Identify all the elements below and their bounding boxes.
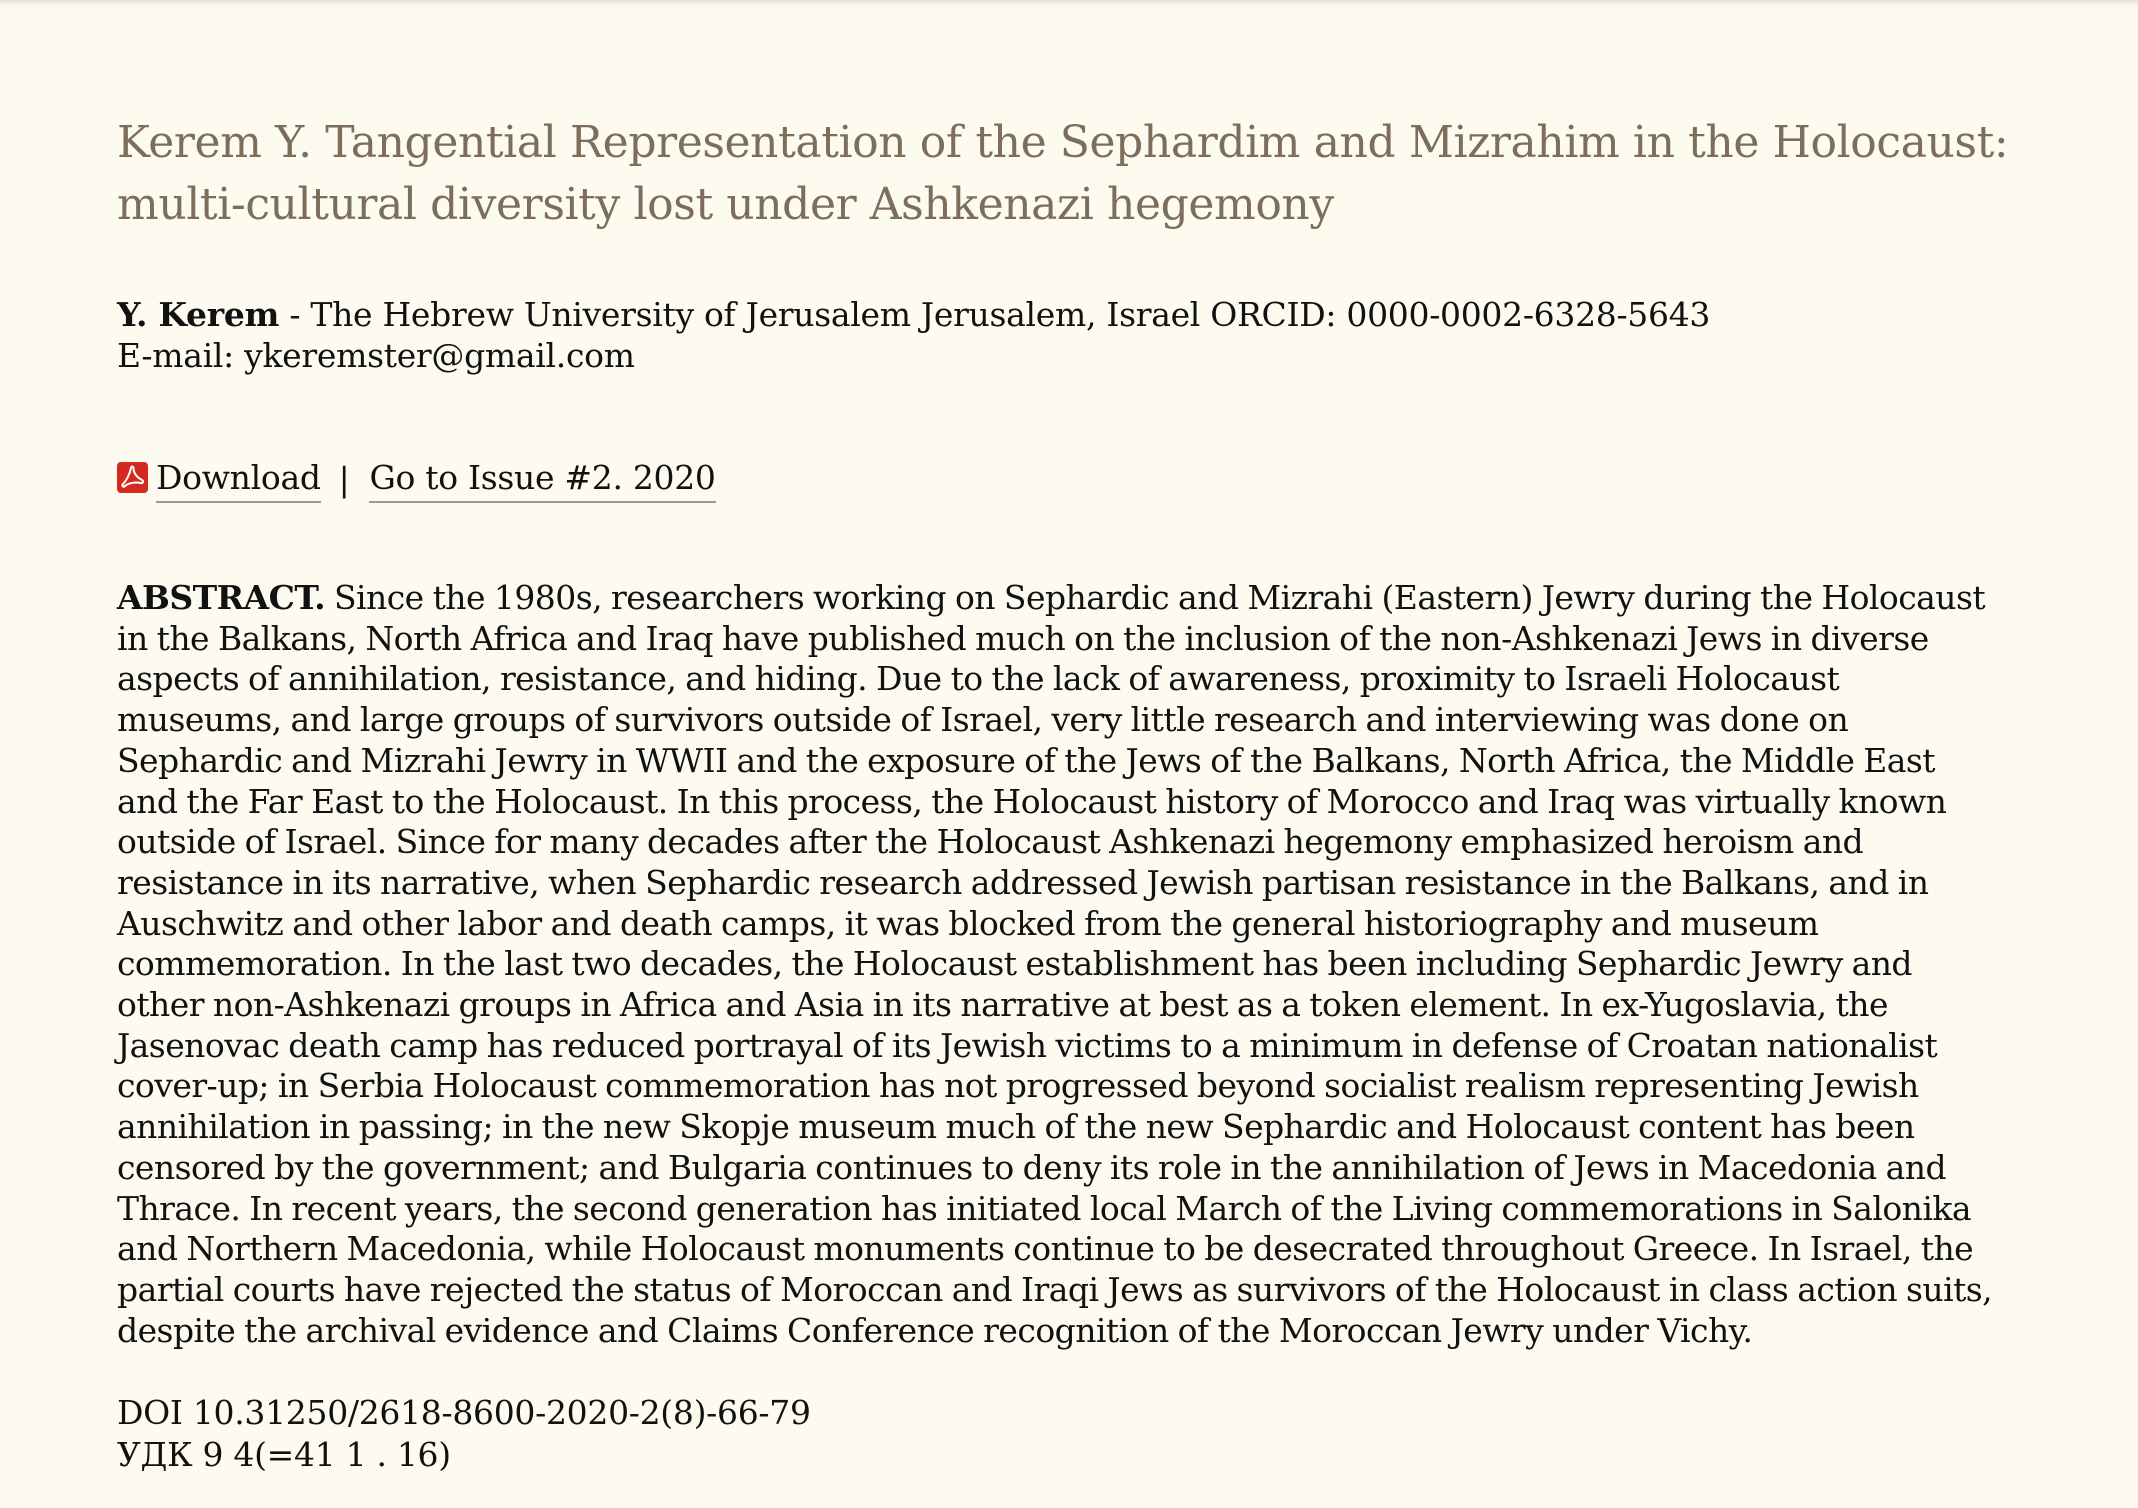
author-name: Y. Kerem xyxy=(117,295,280,334)
pdf-icon[interactable] xyxy=(117,460,148,491)
link-separator: | xyxy=(338,459,350,499)
author-line xyxy=(117,294,2017,335)
article-meta xyxy=(117,1392,811,1476)
author-block xyxy=(117,294,2017,376)
download-link[interactable]: Download xyxy=(156,456,321,503)
go-to-issue-link[interactable]: Go to Issue #2. 2020 xyxy=(369,456,715,503)
author-email: E-mail: ykeremster@gmail.com xyxy=(117,336,635,375)
abstract xyxy=(117,578,1997,1351)
article-links xyxy=(117,456,716,503)
doi: DOI 10.31250/2618-8600-2020-2(8)-66-79 xyxy=(117,1393,811,1432)
udc-code: УДК 9 4(=41 1 . 16) xyxy=(117,1435,451,1474)
author-affiliation: - The Hebrew University of Jerusalem Jerusalem, Israel ORCID: 0000-0002-6328-5643 xyxy=(279,295,1711,334)
top-edge-shadow xyxy=(0,0,2138,6)
article-title: Kerem Y. Tangential Representation of the Sephardim and Mizrahim in the Holocaust: multi-cultural diversity lost under Ashkenazi hegemony xyxy=(117,117,2009,230)
abstract-text: Since the 1980s, researchers working on Sephardic and Mizrahi (Eastern) Jewry during the Holocaust in the Balkans, North Africa and Iraq have published much on the inclusion of the non-Ashkenazi Jews in diverse aspects of annihilation, resistance, and hiding. Due to the lack of awareness, proximity to Israeli Holocaust museums, and large groups of survivors outside of Israel, very little research and interviewing was done on Sephardic and Mizrahi Jewry in WWII and the exposure of the Jews of the Balkans, North Africa, the Middle East and the Far East to the Holocaust. In this process, the Holocaust history of Morocco and Iraq was virtually known outside of Israel. Since for many decades after the Holocaust Ashkenazi hegemony emphasized heroism and resistance in its narrative, when Sephardic research addressed Jewish partisan resistance in the Balkans, and in Auschwitz and other labor and death camps, it was blocked from the general historiography and museum commemoration. In the last two decades, the Holocaust establishment has been including Sephardic Jewry and other non-Ashkenazi groups in Africa and Asia in its narrative at best as a token element. In ex-Yugoslavia, the Jasenovac death camp has reduced portrayal of its Jewish victims to a minimum in defense of Croatan nationalist cover-up; in Serbia Holocaust commemoration has not progressed beyond socialist realism representing Jewish annihilation in passing; in the new Skopje museum much of the new Sephardic and Holocaust content has been censored by the government; and Bulgaria continues to deny its role in the annihilation of Jews in Macedonia and Thrace. In recent years, the second generation has initiated local March of the Living commemorations in Salonika and Northern Macedonia, while Holocaust monuments continue to be desecrated throughout Greece. In Israel, the partial courts have rejected the status of Moroccan and Iraqi Jews as survivors of the Holocaust in class action suits, despite the archival evidence and Claims Conference recognition of the Moroccan Jewry under Vichy. xyxy=(117,578,1993,1350)
abstract-label: ABSTRACT. xyxy=(117,578,326,617)
